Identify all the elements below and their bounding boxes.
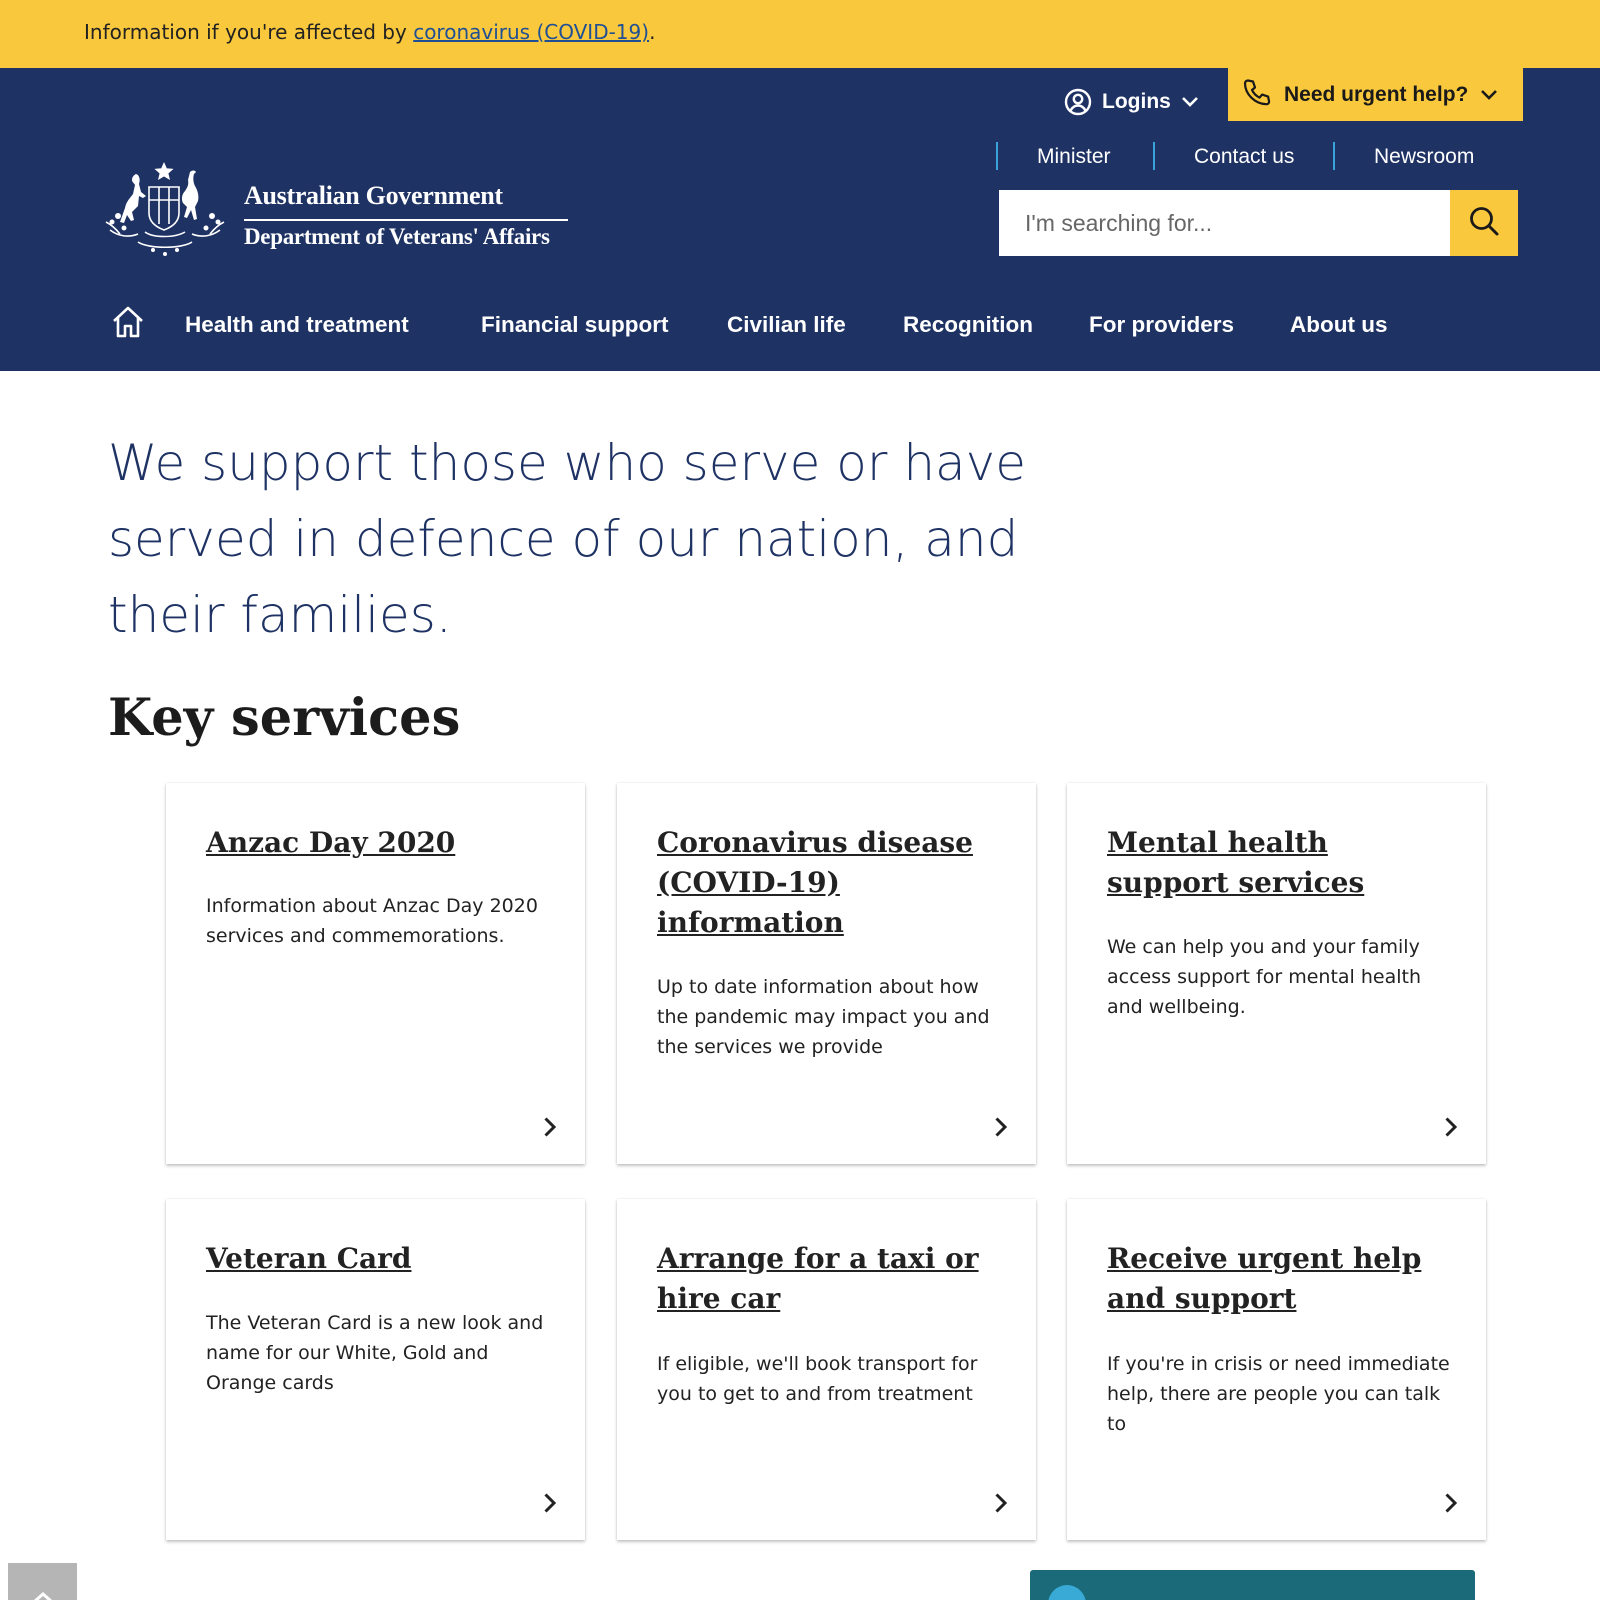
service-card-urgent-help[interactable] (1067, 1199, 1486, 1540)
phone-icon (1242, 77, 1272, 113)
nav-about-us[interactable]: About us (1290, 312, 1388, 337)
utility-link-newsroom[interactable]: Newsroom (1374, 145, 1475, 168)
card-description: The Veteran Card is a new look and name for our White, Gold and Orange cards (206, 1312, 544, 1394)
card-title[interactable]: Mental health support services (1107, 826, 1365, 899)
utility-separator (1153, 142, 1155, 170)
logins-dropdown[interactable] (1064, 82, 1199, 122)
chevron-right-icon (1444, 1116, 1458, 1142)
card-description: Information about Anzac Day 2020 services and commemorations. (206, 895, 538, 947)
nav-for-providers[interactable]: For providers (1089, 312, 1235, 337)
nav-health-and-treatment[interactable]: Health and treatment (185, 312, 409, 337)
utility-separator (996, 142, 998, 170)
card-title[interactable]: Anzac Day 2020 (206, 826, 456, 859)
user-circle-icon (1064, 88, 1092, 116)
chevron-right-icon (994, 1492, 1008, 1518)
utility-link-contact-us[interactable]: Contact us (1194, 145, 1295, 168)
alert-text-after: . (649, 20, 656, 44)
chevron-up-icon (32, 1589, 54, 1600)
search-input[interactable] (999, 190, 1450, 256)
coat-of-arms-logo[interactable] (98, 160, 232, 268)
alert-text-before: Information if you're affected by (84, 20, 414, 44)
chevron-right-icon (1444, 1492, 1458, 1518)
home-icon[interactable] (110, 304, 146, 344)
nav-recognition[interactable]: Recognition (903, 312, 1033, 337)
card-title[interactable]: Arrange for a taxi or hire car (657, 1242, 979, 1315)
back-to-top-button[interactable] (8, 1563, 77, 1600)
alert-message (84, 20, 655, 44)
hero-statement: We support those who serve or have served in defence of our nation, and their families. (108, 434, 1027, 644)
card-description: We can help you and your family access support for mental health and wellbeing. (1107, 936, 1422, 1018)
chat-assistant-bar[interactable] (1030, 1570, 1475, 1600)
card-title[interactable]: Receive urgent help and support (1107, 1242, 1422, 1315)
chevron-right-icon (543, 1492, 557, 1518)
service-card-mental-health[interactable] (1067, 783, 1486, 1164)
service-card-veteran-card[interactable] (166, 1199, 585, 1540)
urgent-help-button[interactable] (1228, 68, 1523, 121)
urgent-help-label: Need urgent help? (1284, 82, 1469, 106)
covid-alert-bar (0, 0, 1600, 68)
service-card-anzac-day[interactable] (166, 783, 585, 1164)
site-header (0, 68, 1600, 371)
service-card-taxi-hire-car[interactable] (617, 1199, 1036, 1540)
card-title[interactable]: Coronavirus disease (COVID-19) information (657, 826, 973, 939)
card-title[interactable]: Veteran Card (206, 1242, 412, 1275)
card-description: Up to date information about how the pandemic may impact you and the services we provide (657, 976, 990, 1058)
service-card-covid-19[interactable] (617, 783, 1036, 1164)
utility-link-minister[interactable]: Minister (1037, 145, 1111, 168)
chevron-down-icon (1480, 83, 1498, 107)
card-description: If you're in crisis or need immediate help, there are people you can talk to (1107, 1353, 1450, 1435)
government-name: Australian Government (244, 181, 503, 210)
department-name: Department of Veterans' Affairs (244, 224, 550, 249)
card-description: If eligible, we'll book transport for you to get to and from treatment (657, 1353, 978, 1405)
key-services-heading: Key services (108, 688, 461, 748)
covid-alert-link[interactable]: coronavirus (COVID-19) (413, 20, 650, 44)
nav-civilian-life[interactable]: Civilian life (727, 312, 846, 337)
chevron-right-icon (543, 1116, 557, 1142)
search-button[interactable] (1450, 190, 1518, 256)
utility-separator (1333, 142, 1335, 170)
logo-divider (244, 219, 568, 221)
chevron-down-icon (1181, 96, 1199, 108)
chat-assistant-icon (1048, 1585, 1086, 1600)
chevron-right-icon (994, 1116, 1008, 1142)
nav-financial-support[interactable]: Financial support (481, 312, 669, 337)
search-icon (1468, 205, 1500, 241)
logins-label: Logins (1102, 90, 1171, 113)
